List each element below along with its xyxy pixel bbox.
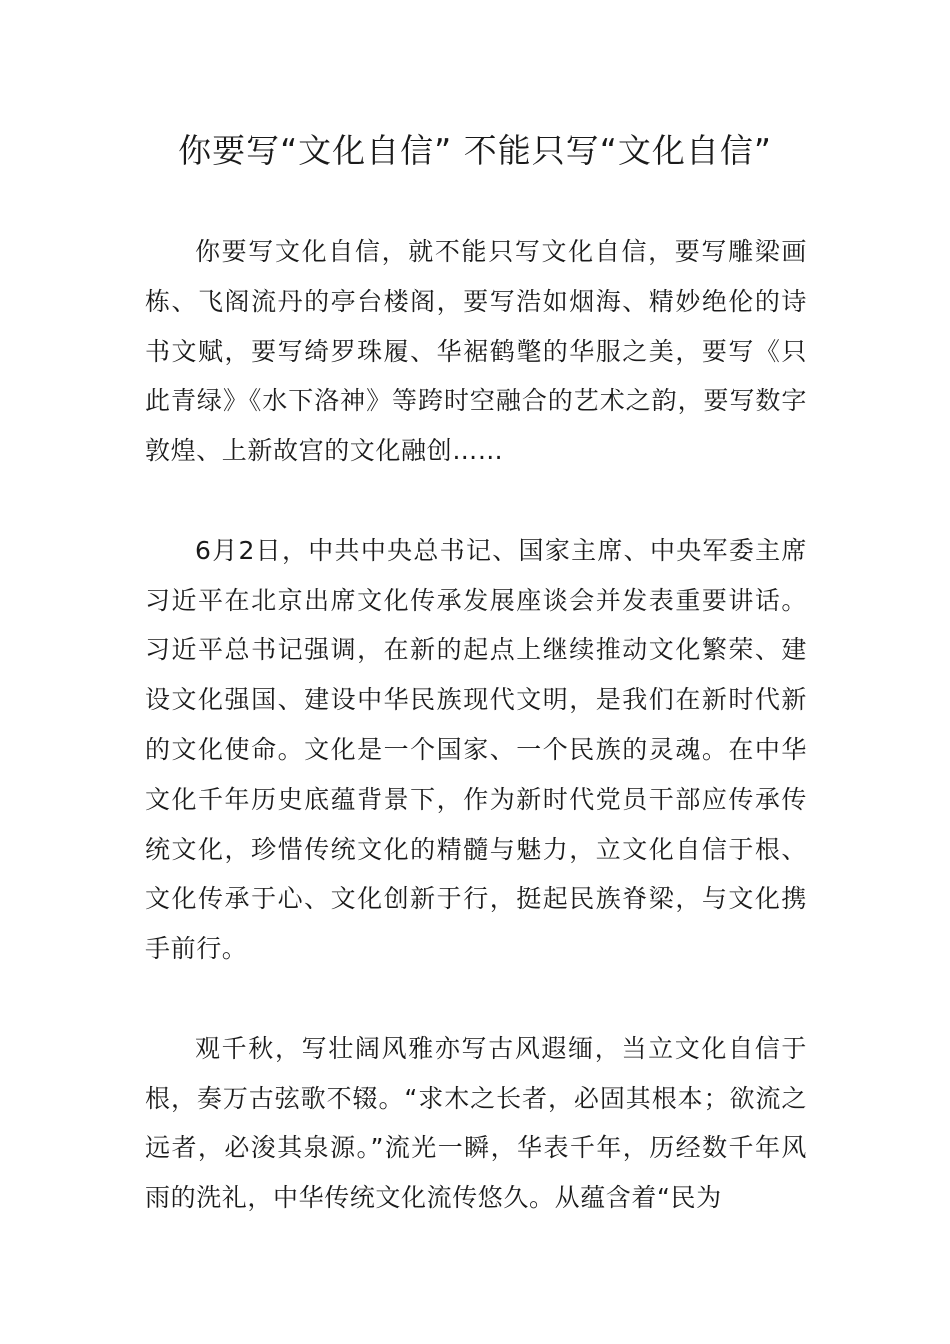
document-body <box>145 227 807 1223</box>
body-paragraph: 你要写文化自信，就不能只写文化自信，要写雕梁画栋、飞阁流丹的亭台楼阁，要写浩如烟海、精妙绝伦的诗书文赋，要写绮罗珠履、华裾鹤氅的华服之美，要写《只此青绿》《水下洛神》等跨时空融合的艺术之韵，要写数字敦煌、上新故宫的文化融创…… <box>145 237 807 466</box>
document-title: 你要写“文化自信” 不能只写“文化自信” <box>178 131 772 170</box>
body-paragraph: 6月2日，中共中央总书记、国家主席、中央军委主席习近平在北京出席文化传承发展座谈会并发表重要讲话。习近平总书记强调，在新的起点上继续推动文化繁荣、建设文化强国、建设中华民族现代文明，是我们在新时代新的文化使命。文化是一个国家、一个民族的灵魂。在中华文化千年历史底蕴背景下，作为新时代党员干部应传承传统文化，珍惜传统文化的精髓与魅力，立文化自信于根、文化传承于心、文化创新于行，挺起民族脊梁，与文化携手前行。 <box>145 535 807 964</box>
body-paragraph: 观千秋，写壮阔风雅亦写古风遐缅，当立文化自信于根，奏万古弦歌不辍。“求木之长者，必固其根本；欲流之远者，必浚其泉源。”流光一瞬，华表千年，历经数千年风雨的洗礼，中华传统文化流传悠久。从蕴含着“民为 <box>145 1033 807 1213</box>
